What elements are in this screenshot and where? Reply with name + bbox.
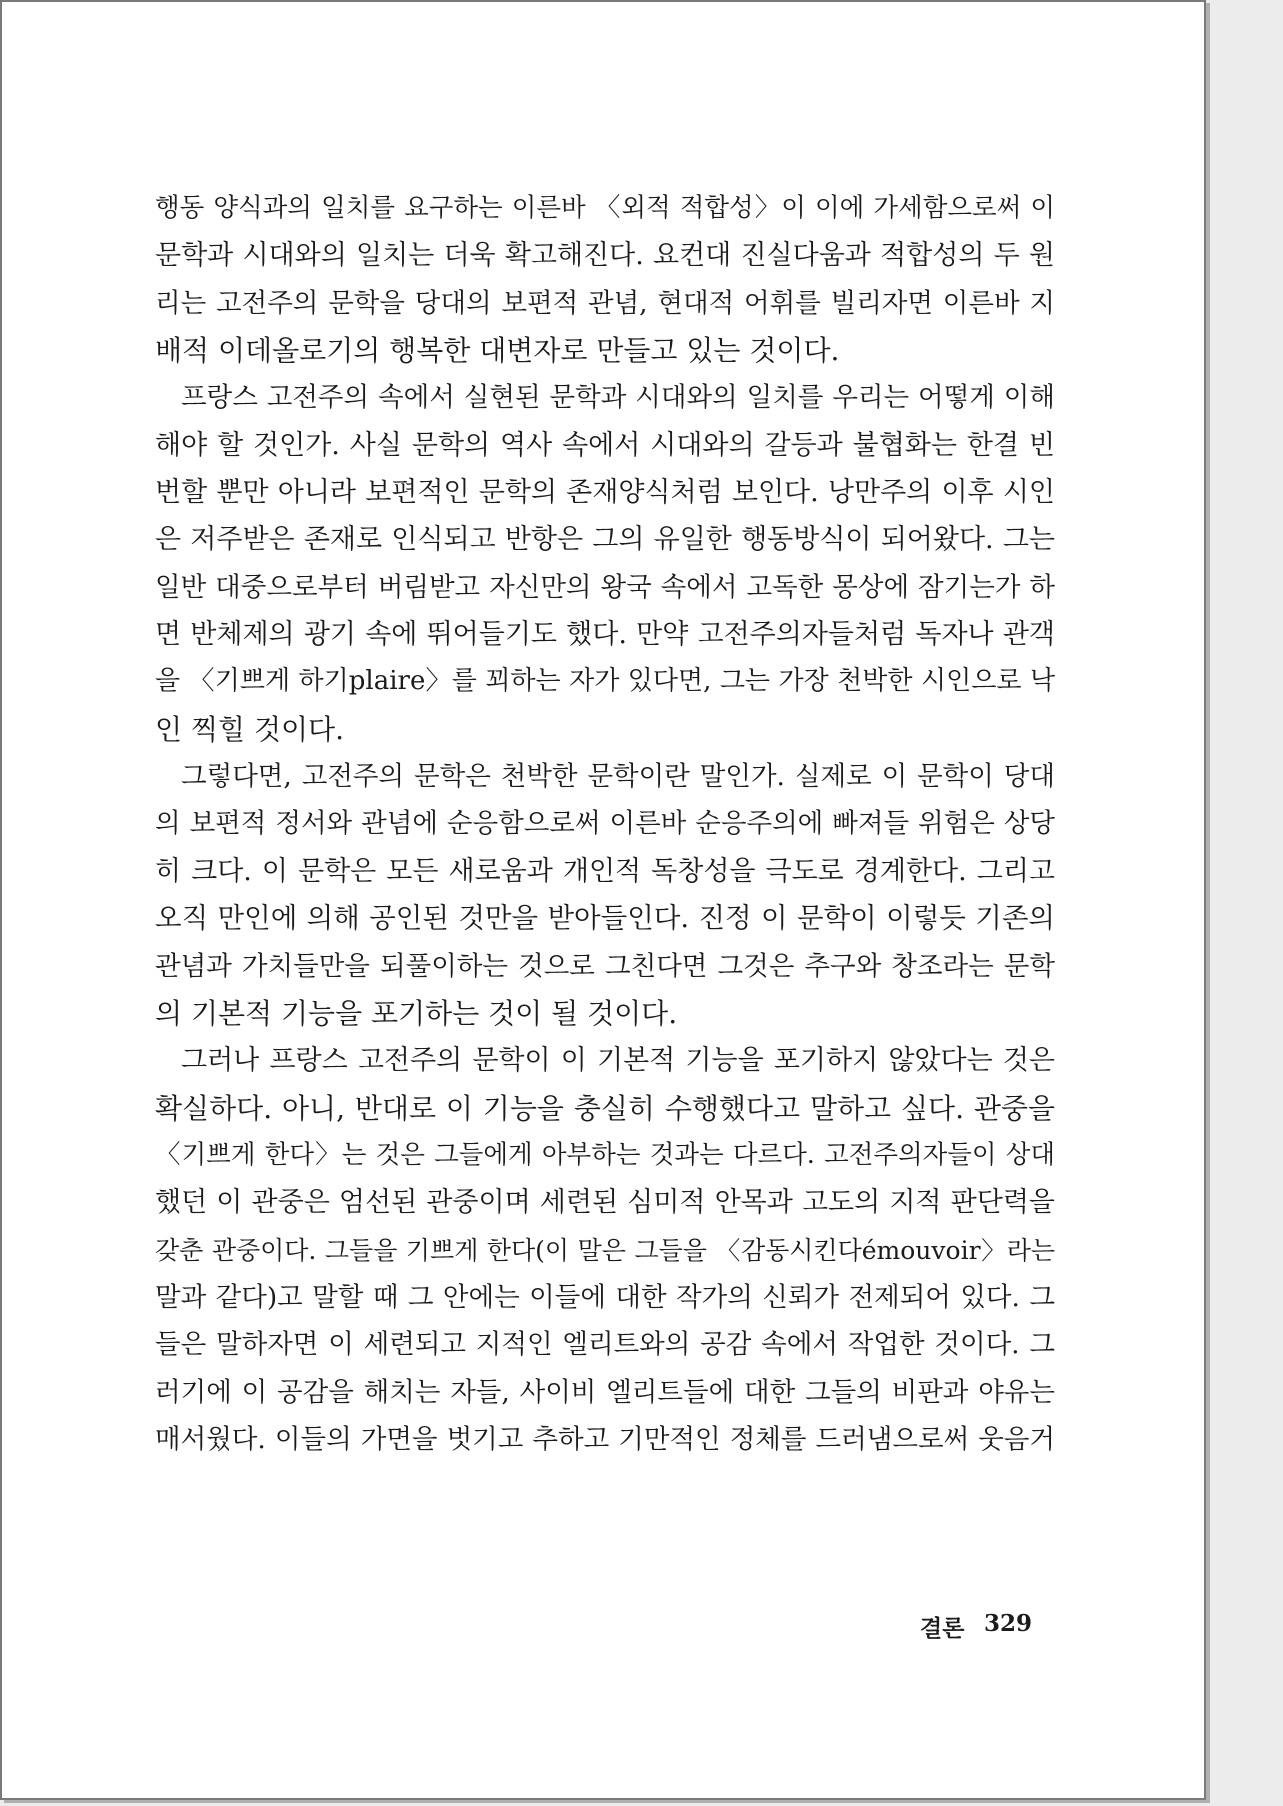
text-line: 갖춘 관중이다. 그들을 기쁘게 한다(이 말은 그들을 〈감동시킨다émouvoir〉라는 — [155, 1235, 1055, 1265]
text-line: 〈기쁘게 한다〉는 것은 그들에게 아부하는 것과는 다르다. 고전주의자들이 상대 — [155, 1139, 1055, 1170]
text-line: 문학과 시대와의 일치는 더욱 확고해진다. 요컨대 진실다움과 적합성의 두 원 — [155, 240, 1055, 272]
text-line: 매서웠다. 이들의 가면을 벗기고 추하고 기만적인 정체를 드러냄으로써 웃음거 — [155, 1423, 1055, 1455]
page-footer — [2, 1610, 1208, 1644]
text-line: 그러나 프랑스 고전주의 문학이 이 기본적 기능을 포기하지 않았다는 것은 — [181, 1045, 1055, 1077]
text-line: 해야 할 것인가. 사실 문학의 역사 속에서 시대와의 갈등과 불협화는 한결 빈 — [155, 429, 1055, 461]
text-line: 행동 양식과의 일치를 요구하는 이른바 〈외적 적합성〉이 이에 가세함으로써 이 — [155, 193, 1055, 223]
text-line: 관념과 가치들만을 되풀이하는 것으로 그친다면 그것은 추구와 창조라는 문학 — [155, 950, 1055, 982]
text-line: 히 크다. 이 문학은 모든 새로움과 개인적 독창성을 극도로 경계한다. 그리고 — [155, 855, 1055, 887]
text-line: 의 기본적 기능을 포기하는 것이 될 것이다. — [155, 996, 678, 1030]
text-line: 면 반체제의 광기 속에 뛰어들기도 했다. 만약 고전주의자들처럼 독자나 관객 — [155, 619, 1055, 651]
text-line: 그렇다면, 고전주의 문학은 천박한 문학이란 말인가. 실제로 이 문학이 당대 — [181, 761, 1055, 793]
text-line: 프랑스 고전주의 속에서 실현된 문학과 시대와의 일치를 우리는 어떻게 이해 — [181, 382, 1055, 414]
text-line: 말과 같다)고 말할 때 그 안에는 이들에 대한 작가의 신뢰가 전제되어 있다. 그 — [155, 1281, 1055, 1313]
text-line: 의 보편적 정서와 관념에 순응함으로써 이른바 순응주의에 빠져들 위험은 상당 — [155, 808, 1055, 840]
running-head: 결론 — [920, 1615, 965, 1642]
text-line: 을 〈기쁘게 하기plaire〉를 꾀하는 자가 있다면, 그는 가장 천박한 시인으로 낙 — [155, 666, 1055, 697]
text-line: 배적 이데올로기의 행복한 대변자로 만들고 있는 것이다. — [155, 334, 840, 368]
text-line: 했던 이 관중은 엄선된 관중이며 세련된 심미적 안목과 고도의 지적 판단력을 — [155, 1187, 1055, 1219]
text-line: 은 저주받은 존재로 인식되고 반항은 그의 유일한 행동방식이 되어왔다. 그는 — [155, 524, 1055, 556]
text-line: 확실하다. 아니, 반대로 이 기능을 충실히 수행했다고 말하고 싶다. 관중을 — [155, 1091, 1055, 1125]
text-line: 들은 말하자면 이 세련되고 지적인 엘리트와의 공감 속에서 작업한 것이다. 그 — [155, 1329, 1055, 1361]
text-line: 일반 대중으로부터 버림받고 자신만의 왕국 속에서 고독한 몽상에 잠기는가 하 — [155, 571, 1055, 603]
text-line: 러기에 이 공감을 해치는 자들, 사이비 엘리트들에 대한 그들의 비판과 야유는 — [155, 1376, 1055, 1408]
page-number: 329 — [984, 1610, 1033, 1637]
text-line: 번할 뿐만 아니라 보편적인 문학의 존재양식처럼 보인다. 낭만주의 이후 시인 — [155, 477, 1055, 509]
text-line: 오직 만인에 의해 공인된 것만을 받아들인다. 진정 이 문학이 이렇듯 기존의 — [155, 902, 1055, 935]
body-text — [155, 185, 1055, 1463]
text-line: 리는 고전주의 문학을 당대의 보편적 관념, 현대적 어휘를 빌리자면 이른바 지 — [155, 287, 1055, 319]
text-line: 인 찍힐 것이다. — [155, 712, 344, 746]
